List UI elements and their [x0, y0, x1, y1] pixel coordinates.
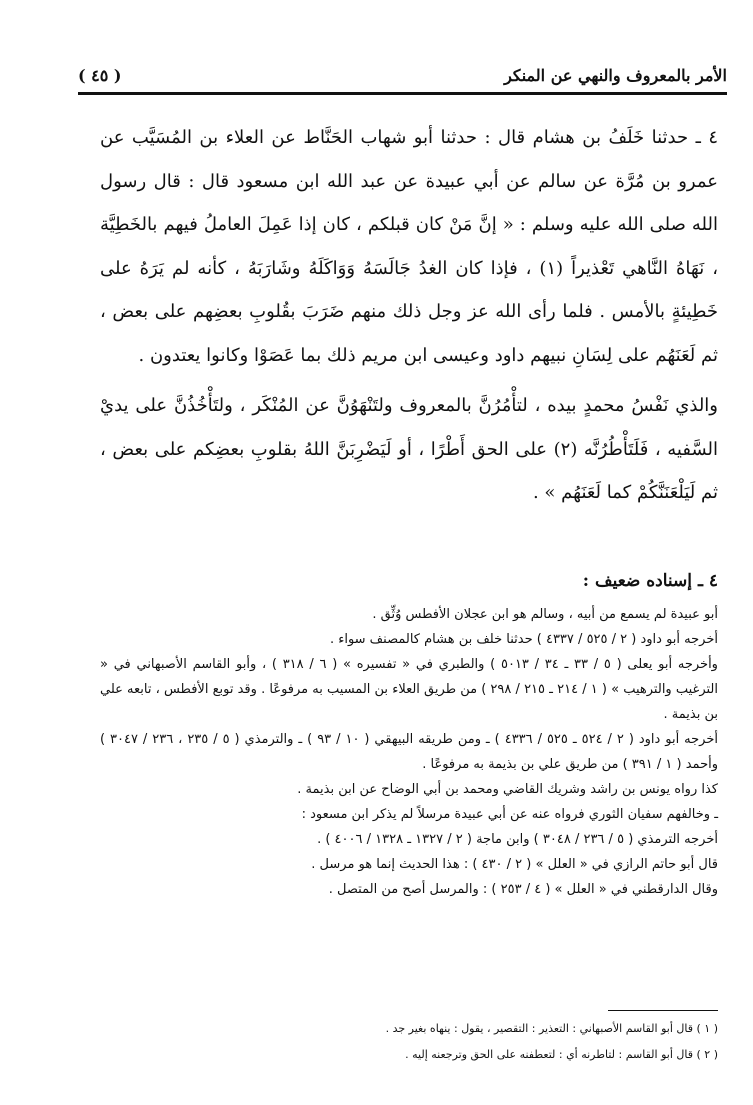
- footnote-separator: [608, 1010, 718, 1011]
- page-header: [78, 60, 727, 90]
- header-rule: [78, 92, 727, 95]
- takhrij-line: أخرجه أبو داود ( ٢ / ٥٢٥ / ٤٣٣٧ ) حدثنا خلف بن هشام كالمصنف سواء .: [329, 632, 718, 647]
- footnote: ( ١ ) قال أبو القاسم الأصبهاني : التعذير : التقصير ، يقول : ينهاه بغير جد .: [385, 1022, 718, 1035]
- takhrij-line: أخرجه أبو داود ( ٢ / ٥٢٤ ـ ٥٢٥ / ٤٣٣٦ ) ـ ومن طريقه البيهقي ( ١٠ / ٩٣ ) ـ والترمذي ( ٥ / ٢٣٥ ، ٢٣٦ / ٣٠٤٧ ) وأحمد ( ١ / ٣٩١ ) من طريق علي بن بذيمة به مرفوعًا .: [100, 732, 718, 772]
- takhrij-line: كذا رواه يونس بن راشد وشريك القاضي ومحمد بن أبي الوضاح عن ابن بذيمة .: [297, 782, 718, 797]
- hadith-paragraph: ٤ ـ حدثنا خَلَفُ بن هشام قال : حدثنا أبو شهاب الحَنَّاط عن العلاء بن المُسَيَّب عن عمرو بن مُرَّة عن سالم عن أبي عبيدة عن عبد الله ابن مسعود قال : قال رسول الله صلى الله عليه وسلم : « إنَّ مَنْ كان قبلكم ، كان إذا عَمِلَ العاملُ فيهم بالخَطِيَّة ، نَهَاهُ النَّاهي تَعْذيراً (١) ، فإذا كان الغدُ جَالَسَهُ وَوَاكَلَهُ وشَارَبَهُ ، كأنه لم يَرَهُ على خَطِيئةٍ بالأمس . فلما رأى الله عز وجل ذلك منهم ضَرَبَ بقُلوبِ بعضِهم على بعض ، ثم لَعَنَهُم على لِسَانِ نبيهم داود وعيسى ابن مريم ذلك بما عَصَوْا وكانوا يعتدون .: [100, 127, 718, 366]
- takhrij-line: قال أبو حاتم الرازي في « العلل » ( ٢ / ٤٣٠ ) : هذا الحديث إنما هو مرسل .: [311, 857, 718, 872]
- hadith-text: [100, 116, 718, 515]
- footnotes: [100, 1016, 718, 1068]
- page-number: ( ٤٥ ): [78, 65, 122, 85]
- takhrij-line: أخرجه الترمذي ( ٥ / ٢٣٦ / ٣٠٤٨ ) وابن ماجة ( ٢ / ١٣٢٧ ـ ١٣٢٨ / ٤٠٠٦ ) .: [317, 832, 718, 847]
- running-title: الأمر بالمعروف والنهي عن المنكر: [504, 65, 727, 85]
- takhrij-title: ٤ ـ إسناده ضعيف :: [582, 571, 718, 591]
- hadith-paragraph: والذي نَفْسُ محمدٍ بيده ، لتأْمُرُنَّ بالمعروف ولتَنْهَوُنَّ عن المُنْكَر ، ولتَأْخُذُنَّ على يديْ السَّفيه ، فَلَتَأْطُرُنَّه (٢) على الحق أَطْرًا ، أو لَيَضْرِبَنَّ اللهُ بقلوبِ بعضِكم على بعض ، ثم لَيَلْعَنَنَّكُمْ كما لَعَنَهُم » .: [100, 395, 719, 503]
- footnote: ( ٢ ) قال أبو القاسم : لتاطرنه أي : لتعطفنه على الحق وترجعنه إليه .: [405, 1048, 718, 1061]
- takhrij-line: ـ وخالفهم سفيان الثوري فرواه عنه عن أبي عبيدة مرسلاً لم يذكر ابن مسعود :: [301, 807, 718, 822]
- takhrij-line: أبو عبيدة لم يسمع من أبيه ، وسالم هو ابن عجلان الأفطس وُثِّق .: [372, 607, 718, 622]
- takhrij-line: وقال الدارقطني في « العلل » ( ٤ / ٢٥٣ ) : والمرسل أصح من المتصل .: [328, 882, 718, 897]
- takhrij-line: وأخرجه أبو يعلى ( ٥ / ٣٣ ـ ٣٤ / ٥٠١٣ ) والطبري في « تفسيره » ( ٦ / ٣١٨ ) ، وأبو القاسم الأصبهاني في « الترغيب والترهيب » ( ١ / ٢١٤ ـ ٢١٥ / ٢٩٨ ) من طريق العلاء بن المسيب به مرفوعًا . وقد توبع الأفطس ، تابعه علي بن بذيمة .: [100, 657, 719, 722]
- takhrij-section: [100, 568, 718, 902]
